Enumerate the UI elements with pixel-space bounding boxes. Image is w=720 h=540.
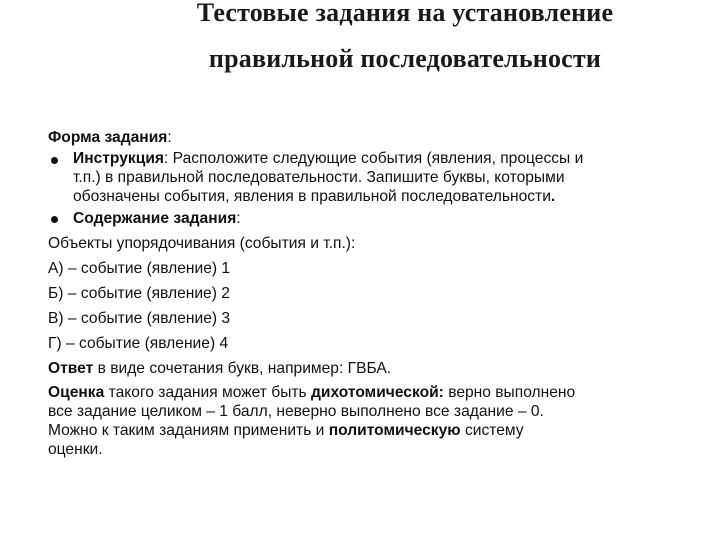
instruction-text-1: : Расположите следующие события (явления, процессы и xyxy=(164,150,584,167)
grading-text-1: такого задания может быть xyxy=(104,384,311,401)
instruction-text-3: обозначены события, явления в правильной последовательности xyxy=(73,188,551,205)
content-label: Содержание задания xyxy=(73,210,237,227)
bullet-icon xyxy=(51,157,58,164)
list-item: Г) – событие (явление) 4 xyxy=(48,335,229,352)
list-item: В) – событие (явление) 3 xyxy=(48,310,231,327)
instruction-bullet xyxy=(48,149,678,206)
content-bullet xyxy=(48,208,678,230)
form-suffix: : xyxy=(167,129,172,146)
list-item: Б) – событие (явление) 2 xyxy=(48,285,230,302)
grading-paragraph xyxy=(48,383,678,459)
form-label: Форма задания xyxy=(48,129,168,146)
grading-line-3b: систему xyxy=(460,422,524,439)
form-heading xyxy=(48,127,678,149)
page-title-line-1: Тестовые задания на установление xyxy=(196,0,614,27)
instruction-text-2: т.п.) в правильной последовательности. Запишите буквы, которыми xyxy=(73,169,565,186)
instruction-end: . xyxy=(550,188,556,205)
grading-line-2: все задание целиком – 1 балл, неверно выполнено все задание – 0. xyxy=(48,403,544,420)
dichotomous-term: дихотомической: xyxy=(311,384,444,401)
instruction-label: Инструкция xyxy=(73,150,165,167)
polytomous-term: политомическую xyxy=(328,422,461,439)
grading-line-4: оценки. xyxy=(48,441,103,458)
bullet-icon xyxy=(51,216,58,223)
answer-line xyxy=(48,358,678,380)
objects-intro: Объекты упорядочивания (события и т.п.): xyxy=(48,235,356,252)
grading-line-3a: Можно к таким заданиям применить и xyxy=(48,422,329,439)
list-item: А) – событие (явление) 1 xyxy=(48,260,231,277)
answer-text: в виде сочетания букв, например: ГВБА. xyxy=(93,360,392,377)
slide-content xyxy=(48,127,678,459)
content-suffix: : xyxy=(236,210,241,227)
grading-text-2: верно выполнено xyxy=(443,384,576,401)
page-title-line-2: правильной последовательности xyxy=(208,44,602,73)
grading-label: Оценка xyxy=(48,384,105,401)
answer-label: Ответ xyxy=(48,360,94,377)
